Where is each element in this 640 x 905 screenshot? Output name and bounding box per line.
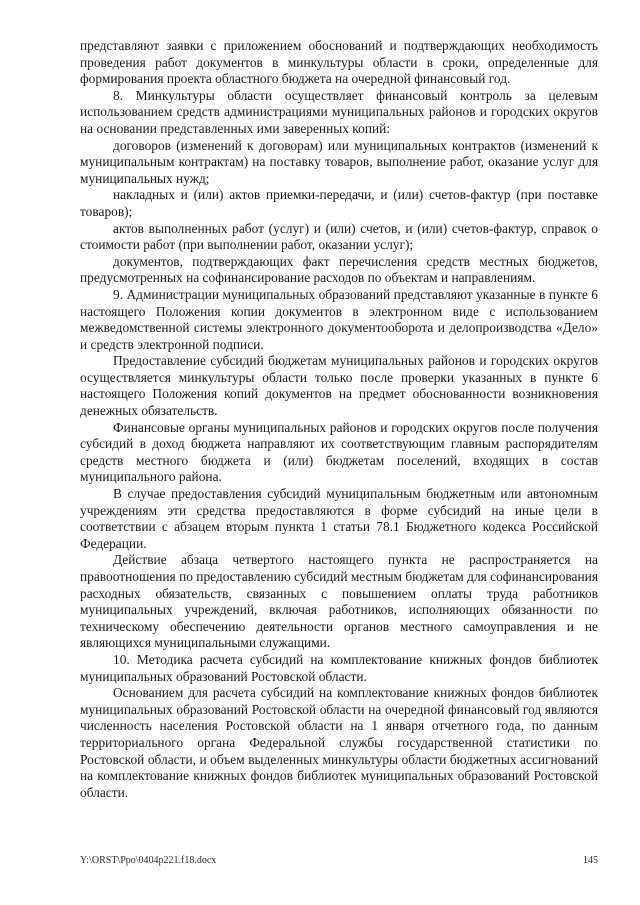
paragraph-contracts: договоров (изменений к договорам) или муниципальных контрактов (изменений к муниципальным контрактам) на поставку товаров, выполнение работ, оказание услуг для муниципальных нужд; xyxy=(80,137,598,186)
footer-file-path: Y:\ORST\Ppo\0404p221.f18.docx xyxy=(80,855,217,866)
paragraph-budget-institutions: В случае предоставления субсидий муниципальным бюджетным или автономным учреждениям эти средства предоставляются в форме субсидий на иные цели в соответствии с абзацем вторым пункта 1 статьи 78.1 Бюджетного кодекса Российской Федерации. xyxy=(80,486,598,551)
paragraph-calculation-basis: Основанием для расчета субсидий на комплектование книжных фондов библиотек муниципальных образований Ростовской области на очередной финансовый год являются численность населения Ростовской области на 1 января отчетного года, по данным территориального органа Федеральной службы государственной статистики по Ростовской области, и объем выделенных минкультуры области бюджетных ассигнований на комплектование книжных фондов библиотек муниципальных образований Ростовской области. xyxy=(80,685,598,800)
paragraph-invoices: накладных и (или) актов приемки-передачи, и (или) счетов-фактур (при поставке товаров); xyxy=(80,187,598,219)
paragraph-item-9: 9. Администрации муниципальных образований представляют указанные в пункте 6 настоящего Положения копии документов в электронном виде с использованием межведомственной системы электронного документооборота и делопроизводства «Дело» и средств электронной подписи. xyxy=(80,286,598,352)
paragraph-continuation: представляют заявки с приложением обоснований и подтверждающих необходимость проведения работ документов в минкультуры области в сроки, определенные для формирования проекта областного бюджета на очередной финансовый год. xyxy=(80,38,598,87)
paragraph-item-8: 8. Минкультуры области осуществляет финансовый контроль за целевым использованием средств администрациями муниципальных районов и городских округов на основании представленных ими заверенных копий: xyxy=(80,87,598,136)
paragraph-subsidy-provision: Предоставление субсидий бюджетам муниципальных районов и городских округов осуществляется минкультуры области только после проверки указанных в пункте 6 настоящего Положения копий документов на предмет обоснованности возникновения денежных обязательств. xyxy=(80,353,598,419)
paragraph-payment-documents: документов, подтверждающих факт перечисления средств местных бюджетов, предусмотренных на софинансирование расходов по объектам и направлениям. xyxy=(80,253,598,286)
page-number: 145 xyxy=(583,855,598,866)
document-body xyxy=(80,38,598,801)
paragraph-item-10: 10. Методика расчета субсидий на комплектование книжных фондов библиотек муниципальных образований Ростовской области. xyxy=(80,651,598,684)
paragraph-paragraph-four-exception: Действие абзаца четвертого настоящего пункта не распространяется на правоотношения по предоставлению субсидий местным бюджетам для софинансирования расходных обязательств, связанных с повышением оплаты труда работников муниципальных учреждений, включая работников, исполняющих обязанности по техническому обеспечению деятельности органов местного самоуправления и не являющихся муниципальными служащими. xyxy=(80,552,598,651)
paragraph-financial-bodies: Финансовые органы муниципальных районов и городских округов после получения субсидий в доход бюджета направляют их соответствующим главным распорядителям средств местного бюджета и (или) бюджетам поселений, входящих в состав муниципального района. xyxy=(80,419,598,485)
paragraph-acts: актов выполненных работ (услуг) и (или) счетов, и (или) счетов-фактур, справок о стоимости работ (при выполнении работ, оказании услуг); xyxy=(80,220,598,253)
